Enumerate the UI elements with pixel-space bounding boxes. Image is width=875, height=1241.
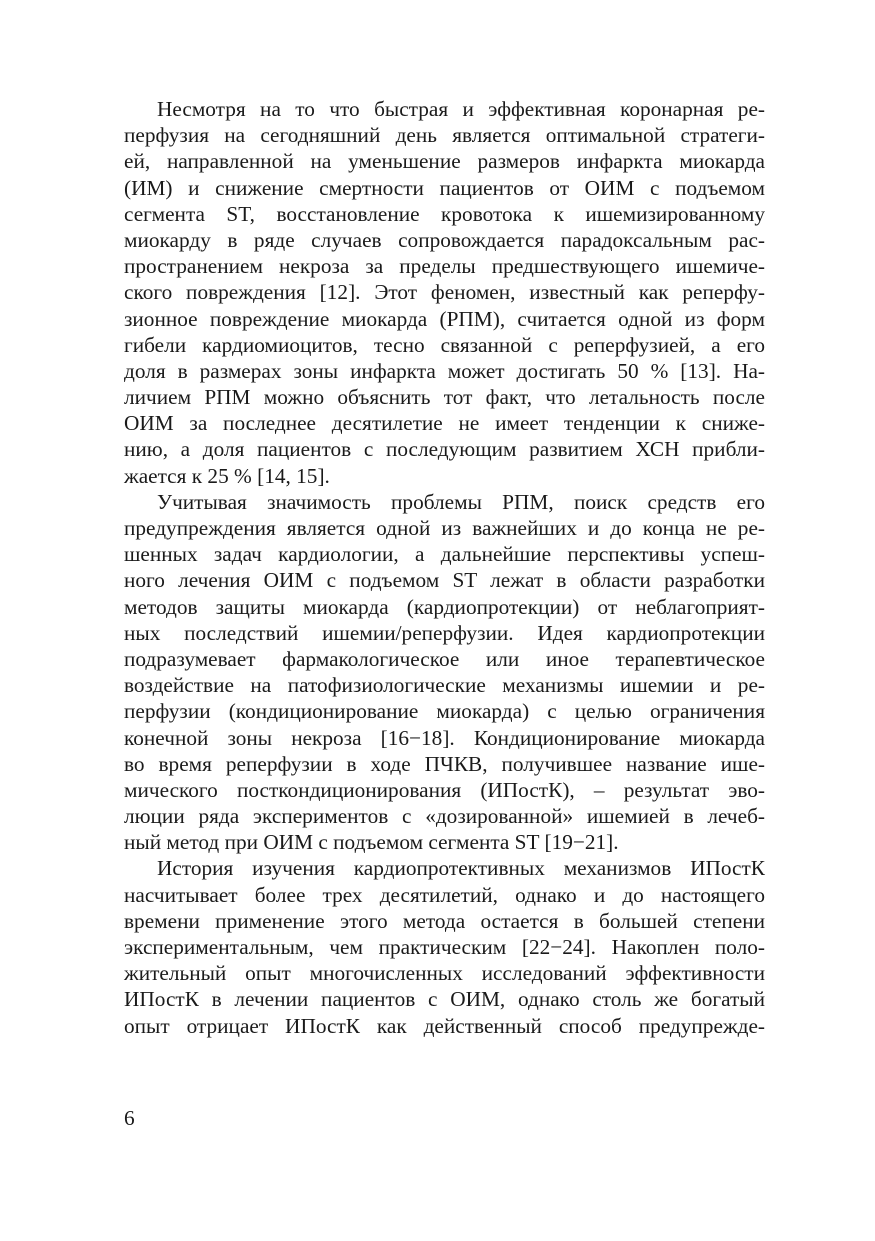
text-line: гибели кардиомиоцитов, тесно связанной с реперфузией, а его <box>124 332 765 357</box>
paragraph-1 <box>124 96 765 489</box>
text-line: люции ряда экспериментов с «дозированной» ишемией в лечеб- <box>124 804 765 829</box>
paragraph-2 <box>124 489 765 856</box>
text-line: во время реперфузии в ходе ПЧКВ, получившее название ише- <box>124 751 765 776</box>
text-line: ный метод при ОИМ с подъемом сегмента ST [19−21]. <box>124 830 619 855</box>
text-line: (ИМ) и снижение смертности пациентов от ОИМ с подъемом <box>124 175 765 200</box>
text-line: предупреждения является одной из важнейших и до конца не ре- <box>124 516 765 540</box>
text-line: конечной зоны некроза [16−18]. Кондиционирование миокарда <box>124 725 765 750</box>
text-line: перфузия на сегодняшний день является оптимальной стратеги- <box>124 123 765 148</box>
text-line: Несмотря на то что быстрая и эффективная коронарная ре- <box>157 97 765 121</box>
text-line: пространением некроза за пределы предшествующего ишемиче- <box>124 254 765 279</box>
text-line: ей, направленной на уменьшение размеров инфаркта миокарда <box>124 149 765 174</box>
text-line: мического посткондиционирования (ИПостК), – результат эво- <box>124 777 765 802</box>
page-body <box>124 96 765 1039</box>
text-line: жительный опыт многочисленных исследований эффективности <box>124 961 765 986</box>
text-line: История изучения кардиопротективных механизмов ИПостК <box>157 856 765 881</box>
text-line: времени применение этого метода остается в большей степени <box>124 908 765 933</box>
text-line: миокарду в ряде случаев сопровождается парадоксальным рас- <box>124 227 765 252</box>
text-line: ОИМ за последнее десятилетие не имеет тенденции к сниже- <box>124 411 765 436</box>
text-line: ИПостК в лечении пациентов с ОИМ, однако столь же богатый <box>124 987 765 1012</box>
text-line: ского повреждения [12]. Этот феномен, известный как реперфу- <box>124 280 765 305</box>
text-line: шенных задач кардиологии, а дальнейшие перспективы успеш- <box>124 542 765 567</box>
text-line: сегмента ST, восстановление кровотока к ишемизированному <box>124 201 765 226</box>
text-line: подразумевает фармакологическое или иное терапевтическое <box>124 646 765 671</box>
text-line: нию, а доля пациентов с последующим развитием ХСН прибли- <box>124 437 765 462</box>
text-line: ных последствий ишемии/реперфузии. Идея кардиопротекции <box>124 620 765 645</box>
text-line: ного лечения ОИМ с подъемом ST лежат в области разработки <box>124 568 765 593</box>
text-line: насчитывает более трех десятилетий, однако и до настоящего <box>124 882 765 907</box>
text-line: экспериментальным, чем практическим [22−24]. Накоплен поло- <box>124 935 765 959</box>
text-line: перфузии (кондиционирование миокарда) с целью ограничения <box>124 699 765 724</box>
text-line: личием РПМ можно объяснить тот факт, что летальность после <box>124 385 765 410</box>
text-line: воздействие на патофизиологические механизмы ишемии и ре- <box>124 673 765 698</box>
text-line: зионное повреждение миокарда (РПМ), считается одной из форм <box>124 306 765 331</box>
paragraph-3 <box>124 855 765 1038</box>
text-line: опыт отрицает ИПостК как действенный способ предупрежде- <box>124 1013 765 1038</box>
text-line: методов защиты миокарда (кардиопротекции) от неблагоприят- <box>124 594 765 619</box>
text-line: доля в размерах зоны инфаркта может достигать 50 % [13]. На- <box>124 358 765 383</box>
text-line: Учитывая значимость проблемы РПМ, поиск средств его <box>157 489 765 514</box>
page-number: 6 <box>124 1106 135 1130</box>
text-line: жается к 25 % [14, 15]. <box>124 463 330 488</box>
